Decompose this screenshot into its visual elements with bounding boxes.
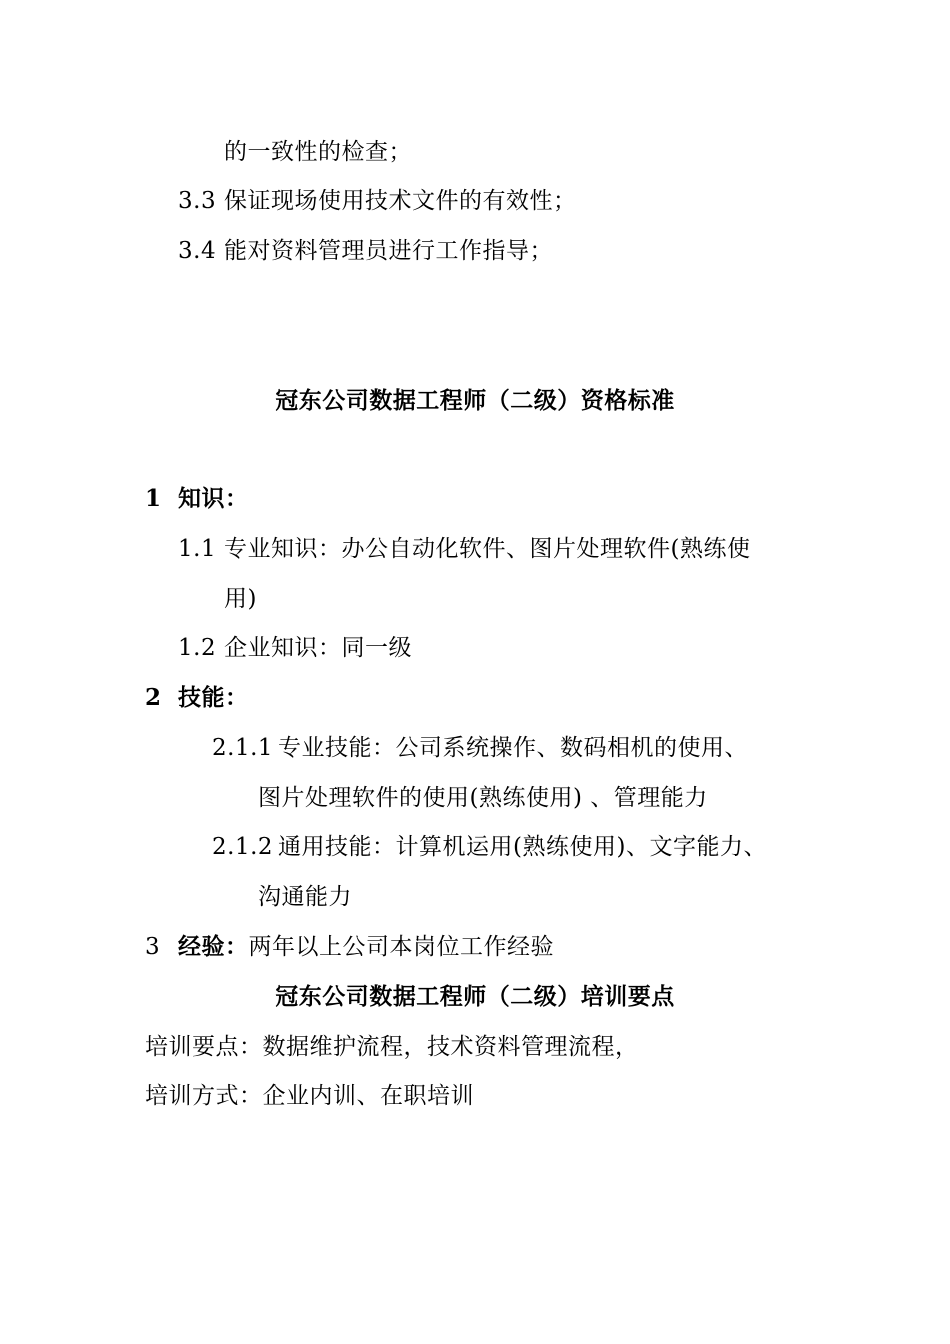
list-item-continuation: 用) xyxy=(224,586,257,612)
list-item xyxy=(178,186,577,216)
section-heading-knowledge xyxy=(145,484,249,514)
heading-number: 3 xyxy=(145,934,161,960)
list-item xyxy=(178,236,553,266)
list-item xyxy=(212,832,767,862)
section-title: 冠东公司数据工程师（二级）资格标准 xyxy=(275,387,675,414)
experience-text: 两年以上公司本岗位工作经验 xyxy=(248,934,554,960)
section-heading-experience xyxy=(145,932,554,962)
continuation-text: 的一致性的检查； xyxy=(224,139,412,165)
item-text: 保证现场使用技术文件的有效性； xyxy=(224,188,577,214)
list-item xyxy=(178,633,412,663)
training-points: 培训要点：数据维护流程，技术资料管理流程， xyxy=(145,1034,639,1060)
item-text: 能对资料管理员进行工作指导； xyxy=(224,238,553,264)
item-number: 2.1.1 xyxy=(212,735,274,761)
list-item xyxy=(212,733,748,763)
heading-text: 技能： xyxy=(178,684,249,711)
heading-number: 2 xyxy=(145,684,162,711)
training-method: 培训方式：企业内训、在职培训 xyxy=(145,1083,474,1109)
heading-text: 经验： xyxy=(178,933,249,960)
list-item-continuation: 图片处理软件的使用(熟练使用) 、管理能力 xyxy=(258,785,708,811)
item-number: 3.4 xyxy=(178,238,217,264)
list-item-continuation xyxy=(224,137,412,167)
list-item-continuation: 沟通能力 xyxy=(258,884,352,910)
item-text: 通用技能：计算机运用(熟练使用)、文字能力、 xyxy=(278,834,767,860)
item-number: 2.1.2 xyxy=(212,834,274,860)
heading-number: 1 xyxy=(145,485,162,512)
item-text: 企业知识：同一级 xyxy=(224,635,412,661)
item-text: 专业知识：办公自动化软件、图片处理软件(熟练使 xyxy=(224,536,751,562)
item-number: 3.3 xyxy=(178,188,217,214)
item-number: 1.1 xyxy=(178,536,217,562)
training-title: 冠东公司数据工程师（二级）培训要点 xyxy=(275,983,675,1010)
section-heading-skills xyxy=(145,683,249,713)
item-number: 1.2 xyxy=(178,635,217,661)
list-item xyxy=(178,534,750,564)
item-text: 专业技能：公司系统操作、数码相机的使用、 xyxy=(278,735,748,761)
heading-text: 知识： xyxy=(178,485,249,512)
